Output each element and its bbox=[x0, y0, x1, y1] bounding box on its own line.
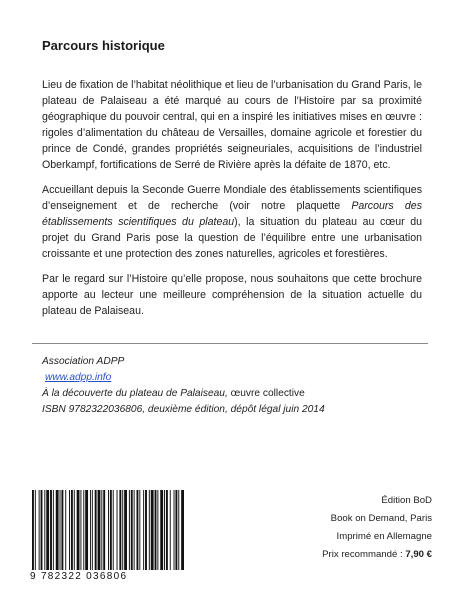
barcode-bar bbox=[134, 490, 135, 570]
edition-info bbox=[232, 492, 432, 564]
barcode-bar bbox=[71, 490, 73, 570]
paragraph-1: Lieu de fixation de l’habitat néolithique et lieu de l’urbanisation du Grand Paris, le plateau de Palaiseau a été marqué au cours de l’Histoire par sa proximité géographique du pouvoir central, qui en a inspiré les initiatives mises en œuvre : rigoles d’alimentation du château de Versailles, domaine agricole et forestier du prince de Condé, grandes propriétés seigneuriales, acquisitions de l’industriel Oberkampf, fortifications de Serré de Rivière après la défaite de 1870, etc. bbox=[42, 79, 422, 171]
barcode-bar bbox=[131, 490, 133, 570]
barcode-bar bbox=[101, 490, 102, 570]
barcode-bar bbox=[119, 490, 121, 570]
barcode-bar bbox=[53, 490, 54, 570]
barcode-bar bbox=[145, 490, 147, 570]
edition-publisher: Édition BoD bbox=[381, 495, 432, 506]
barcode-bar bbox=[110, 490, 112, 570]
barcode-bar bbox=[44, 490, 45, 570]
barcode-bar bbox=[137, 490, 139, 570]
paragraph-3: Par le regard sur l’Histoire qu’elle propose, nous souhaitons que cette brochure apporte au lecteur une meilleure compréhension de la situation actuelle du plateau de Palaiseau. bbox=[42, 273, 422, 317]
barcode-bar bbox=[56, 490, 59, 570]
barcode-bar bbox=[117, 490, 118, 570]
work-title: À la découverte du plateau de Palaiseau, bbox=[42, 388, 228, 399]
barcode-bar bbox=[85, 490, 88, 570]
edition-printed: Imprimé en Allemagne bbox=[336, 531, 432, 542]
barcode-bar bbox=[39, 490, 40, 570]
barcode-bar bbox=[69, 490, 70, 570]
work-type: œuvre collective bbox=[227, 388, 305, 399]
publication-info bbox=[42, 354, 325, 418]
isbn-line: ISBN 9782322036806, deuxième édition, dépôt légal juin 2014 bbox=[42, 404, 325, 415]
barcode-bar bbox=[122, 490, 123, 570]
page-title: Parcours historique bbox=[42, 38, 165, 53]
barcode-bar bbox=[149, 490, 150, 570]
work-title-line bbox=[42, 386, 325, 402]
barcode-bar bbox=[139, 490, 140, 570]
barcode-bar bbox=[65, 490, 66, 570]
price-value: 7,90 € bbox=[405, 549, 432, 560]
barcode-bar bbox=[90, 490, 91, 570]
price-label: Prix recommandé : bbox=[322, 549, 406, 560]
barcode-bar bbox=[129, 490, 130, 570]
barcode-bar bbox=[155, 490, 157, 570]
brochure-title-reference: Parcours des établissements scientifiques du plateau bbox=[42, 200, 422, 228]
barcode-digits: 9 782322 036806 bbox=[30, 571, 128, 582]
barcode-bar bbox=[32, 490, 34, 570]
barcode-bar bbox=[98, 490, 101, 570]
website-link[interactable]: www.adpp.info bbox=[45, 372, 112, 383]
barcode-bar bbox=[157, 490, 158, 570]
barcode-bar bbox=[178, 490, 179, 570]
barcode-bar bbox=[164, 490, 165, 570]
barcode-bar bbox=[174, 490, 175, 570]
paragraph-2-text-b: ), la situation du plateau au cœur du projet du Grand Paris pose la question de l’équilibre entre une urbanisation croissante et une protection des zones naturelles, agricoles et forestières. bbox=[42, 216, 422, 260]
barcode-bars bbox=[30, 490, 184, 570]
barcode-bar bbox=[170, 490, 171, 570]
barcode-bar bbox=[35, 490, 36, 570]
barcode-bar bbox=[61, 490, 63, 570]
barcode-bar bbox=[95, 490, 97, 570]
divider bbox=[32, 343, 428, 344]
barcode-bar bbox=[74, 490, 75, 570]
barcode bbox=[30, 490, 184, 574]
association-name: Association ADPP bbox=[42, 356, 125, 367]
edition-service: Book on Demand, Paris bbox=[330, 513, 432, 524]
barcode-bar bbox=[151, 490, 154, 570]
barcode-bar bbox=[60, 490, 61, 570]
barcode-bar bbox=[166, 490, 168, 570]
barcode-bar bbox=[83, 490, 84, 570]
barcode-bar bbox=[46, 490, 49, 570]
barcode-bar bbox=[113, 490, 114, 570]
barcode-bar bbox=[143, 490, 144, 570]
barcode-bar bbox=[160, 490, 163, 570]
barcode-bar bbox=[103, 490, 105, 570]
edition-price-line bbox=[232, 546, 432, 564]
barcode-bar bbox=[92, 490, 93, 570]
barcode-bar bbox=[50, 490, 52, 570]
barcode-bar bbox=[80, 490, 81, 570]
paragraph-2 bbox=[42, 182, 422, 262]
paragraph-2-text-a: Accueillant depuis la Seconde Guerre Mondiale des établissements scientifiques d’enseignement et de recherche (voir notre plaquette bbox=[42, 184, 422, 212]
barcode-bar bbox=[124, 490, 127, 570]
barcode-bar bbox=[181, 490, 184, 570]
barcode-bar bbox=[41, 490, 43, 570]
barcode-bar bbox=[77, 490, 80, 570]
barcode-bar bbox=[108, 490, 109, 570]
barcode-bar bbox=[175, 490, 177, 570]
body-text bbox=[42, 77, 422, 328]
